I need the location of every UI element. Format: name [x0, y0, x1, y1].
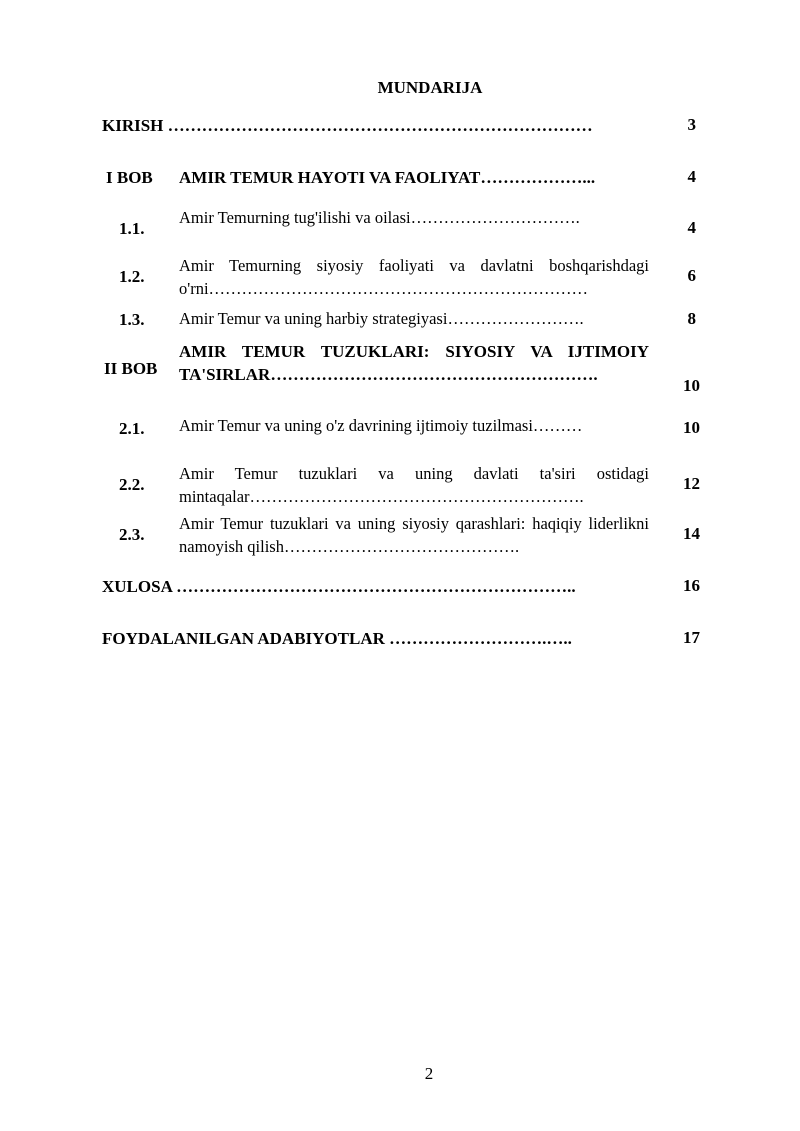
toc-page-s21: 10: [683, 418, 700, 437]
toc-page-s13: 8: [687, 309, 696, 328]
toc-section-number: 2.1.: [119, 419, 145, 438]
toc-entry-adabiyotlar: [102, 628, 572, 650]
toc-section-number: 1.2.: [119, 267, 145, 286]
toc-page-bob2: 10: [683, 376, 700, 395]
toc-page-s23: 14: [683, 524, 700, 543]
entry-label: XULOSA: [102, 577, 172, 596]
toc-section-title: Amir Temur va uning harbiy strategiyasi…………………….: [179, 309, 584, 328]
toc-chapter-number: II BOB: [104, 359, 158, 378]
entry-dots: ……………………………………………………………..: [176, 577, 576, 596]
entry-label: FOYDALANILGAN ADABIYOTLAR: [102, 629, 385, 648]
toc-section-title: Amir Temurning siyosiy faoliyati va davlatni boshqarishdagi o'rni……………………………………………………………: [179, 256, 649, 298]
toc-section-number: 2.2.: [119, 475, 145, 494]
toc-chapter-title: AMIR TEMUR TUZUKLARI: SIYOSIY VA IJTIMOIY TA'SIRLAR………………………………………………….: [179, 342, 649, 384]
toc-page-bob1: 4: [687, 167, 696, 186]
toc-entry-kirish: [102, 115, 593, 137]
toc-page-s22: 12: [683, 474, 700, 493]
entry-label: KIRISH: [102, 116, 164, 135]
entry-dots: ……………………….…..: [389, 629, 572, 648]
toc-chapter-number: I BOB: [106, 168, 153, 187]
toc-section-title: Amir Temur tuzuklari va uning davlati ta'siri ostidagi mintaqalar…………………………………………………….: [179, 464, 649, 506]
toc-section-title: Amir Temurning tug'ilishi va oilasi………………………….: [179, 208, 580, 227]
toc-page-s11: 4: [687, 218, 696, 237]
toc-chapter-title: AMIR TEMUR HAYOTI VA FAOLIYAT………………...: [179, 168, 596, 187]
page-number: 2: [424, 1064, 434, 1083]
toc-section-number: 1.1.: [119, 219, 145, 238]
toc-page-kirish: 3: [687, 115, 696, 134]
toc-page-xulosa: 16: [683, 576, 700, 595]
toc-page-adabiyotlar: 17: [683, 628, 700, 647]
toc-section-number: 2.3.: [119, 525, 145, 544]
toc-entry-xulosa: [102, 576, 576, 598]
toc-title: MUNDARIJA: [377, 78, 483, 97]
toc-section-title: Amir Temur va uning o'z davrining ijtimoiy tuzilmasi………: [179, 416, 583, 435]
toc-section-title: Amir Temur tuzuklari va uning siyosiy qarashlari: haqiqiy liderlikni namoyish qilish…………………………………….: [179, 514, 649, 556]
toc-section-number: 1.3.: [119, 310, 145, 329]
toc-page-s12: 6: [687, 266, 696, 285]
entry-dots: …………………………………………………………………: [167, 116, 593, 135]
